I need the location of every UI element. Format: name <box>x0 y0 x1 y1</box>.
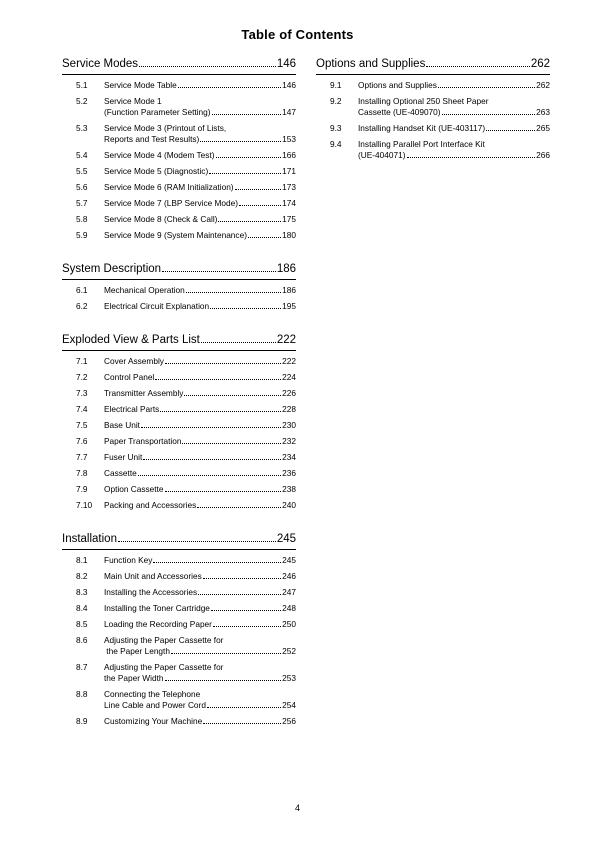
entry-page: 146 <box>282 79 296 90</box>
toc-entry[interactable] <box>316 136 550 163</box>
entry-number: 8.6 <box>76 634 88 645</box>
entry-body <box>104 603 296 614</box>
dot-leader <box>162 271 276 272</box>
entry-page: 265 <box>536 122 550 133</box>
entry-body <box>104 452 296 463</box>
entry-number: 5.9 <box>76 229 88 240</box>
entry-line <box>104 182 296 193</box>
right-column <box>316 57 550 182</box>
toc-entry[interactable] <box>62 616 296 632</box>
entry-text: the Paper Length <box>104 645 170 656</box>
entry-page: 153 <box>282 133 296 144</box>
entry-number: 8.1 <box>76 554 88 565</box>
dot-leader <box>155 379 281 380</box>
entry-number: 5.2 <box>76 95 88 106</box>
entry-text: Control Panel <box>104 371 155 382</box>
entry-number: 7.8 <box>76 467 88 478</box>
dot-leader <box>141 427 281 428</box>
entry-number: 7.9 <box>76 483 88 494</box>
entry-body <box>104 716 296 727</box>
section-heading[interactable] <box>62 333 296 351</box>
toc-section <box>316 57 550 163</box>
dot-leader <box>407 157 536 158</box>
section-heading[interactable] <box>62 532 296 550</box>
dot-leader <box>153 562 281 563</box>
dot-leader <box>118 541 276 542</box>
dot-leader <box>213 626 281 627</box>
entry-line <box>104 716 296 727</box>
section-page: 146 <box>276 58 296 70</box>
entry-page: 256 <box>282 715 296 726</box>
toc-entry[interactable] <box>62 353 296 369</box>
entry-line <box>104 436 296 447</box>
entry-line <box>104 555 296 566</box>
dot-leader <box>165 680 282 681</box>
entry-text: Cover Assembly <box>104 355 164 366</box>
toc-entry[interactable] <box>62 163 296 179</box>
entry-line <box>104 214 296 225</box>
entry-page: 253 <box>282 672 296 683</box>
entry-body <box>104 198 296 209</box>
entry-page: 175 <box>282 213 296 224</box>
entry-text: Service Mode 7 (LBP Service Mode) <box>104 197 239 208</box>
toc-entry[interactable] <box>62 433 296 449</box>
entry-line <box>104 468 296 479</box>
section-page: 262 <box>530 58 550 70</box>
entry-page: 173 <box>282 181 296 192</box>
section-heading[interactable] <box>62 57 296 75</box>
entry-page: 262 <box>536 79 550 90</box>
entry-number: 8.2 <box>76 570 88 581</box>
toc-entry[interactable] <box>62 298 296 314</box>
entry-page: 224 <box>282 371 296 382</box>
entry-line <box>104 587 296 598</box>
entry-text: Fuser Unit <box>104 451 143 462</box>
toc-entry[interactable] <box>62 385 296 401</box>
dot-leader <box>171 653 281 654</box>
entry-text: Service Mode 1 <box>104 95 162 106</box>
toc-entry[interactable] <box>62 282 296 298</box>
entry-number: 7.7 <box>76 451 88 462</box>
dot-leader <box>212 114 282 115</box>
entry-line <box>104 96 296 107</box>
dot-leader <box>203 578 281 579</box>
dot-leader <box>178 87 281 88</box>
entry-text: Service Mode 3 (Printout of Lists, <box>104 122 227 133</box>
entry-text: Paper Transportation <box>104 435 182 446</box>
dot-leader <box>182 443 281 444</box>
entry-text: Option Cassette <box>104 483 164 494</box>
entry-body <box>104 587 296 598</box>
section-title: Service Modes <box>62 58 139 70</box>
page-number: 4 <box>294 803 300 813</box>
left-column <box>62 57 296 748</box>
entry-line <box>358 80 550 91</box>
entry-body <box>358 96 550 118</box>
entry-number: 7.3 <box>76 387 88 398</box>
entry-page: 238 <box>282 483 296 494</box>
entry-text: Installing the Toner Cartridge <box>104 602 210 613</box>
entry-text: Adjusting the Paper Cassette for <box>104 634 224 645</box>
entry-line <box>104 646 296 657</box>
toc-entry[interactable] <box>62 147 296 163</box>
entry-line <box>104 230 296 241</box>
entry-number: 5.4 <box>76 149 88 160</box>
entry-text: Installing the Accessories <box>104 586 198 597</box>
toc-entry[interactable] <box>62 713 296 729</box>
dot-leader <box>211 610 281 611</box>
entry-text: Service Mode 8 (Check & Call) <box>104 213 218 224</box>
toc-section <box>62 262 296 314</box>
dot-leader <box>138 475 281 476</box>
entry-page: 247 <box>282 586 296 597</box>
entry-page: 147 <box>282 106 296 117</box>
entry-page: 232 <box>282 435 296 446</box>
entry-text: Function Key <box>104 554 153 565</box>
entry-line <box>104 150 296 161</box>
entry-number: 5.3 <box>76 122 88 133</box>
entry-line <box>104 107 296 118</box>
entry-line <box>358 150 550 161</box>
entry-number: 8.3 <box>76 586 88 597</box>
entry-text: Mechanical Operation <box>104 284 185 295</box>
entry-page: 254 <box>282 699 296 710</box>
entry-line <box>104 404 296 415</box>
entry-text: Customizing Your Machine <box>104 715 203 726</box>
entry-line <box>358 107 550 118</box>
entry-page: 246 <box>282 570 296 581</box>
toc-entry[interactable] <box>62 120 296 147</box>
entry-text: Installing Optional 250 Sheet Paper <box>358 95 489 106</box>
entry-line <box>104 420 296 431</box>
entry-page: 195 <box>282 300 296 311</box>
entry-text: Loading the Recording Paper <box>104 618 212 629</box>
entry-text: Cassette <box>104 467 137 478</box>
entry-body <box>358 139 550 161</box>
entry-number: 7.6 <box>76 435 88 446</box>
entry-body <box>104 150 296 161</box>
dot-leader <box>442 114 536 115</box>
entry-page: 234 <box>282 451 296 462</box>
section-title: Installation <box>62 533 117 545</box>
entry-body <box>104 285 296 296</box>
dot-leader <box>210 308 281 309</box>
entry-text: Connecting the Telephone <box>104 688 201 699</box>
section-heading[interactable] <box>316 57 550 75</box>
entry-body <box>104 166 296 177</box>
entry-text: Options and Supplies <box>358 79 437 90</box>
entry-body <box>104 182 296 193</box>
entry-body <box>358 123 550 134</box>
entry-body <box>104 301 296 312</box>
entry-number: 8.8 <box>76 688 88 699</box>
section-page: 186 <box>276 263 296 275</box>
dot-leader <box>139 66 276 67</box>
entry-number: 8.7 <box>76 661 88 672</box>
entry-body <box>104 356 296 367</box>
entry-line <box>104 134 296 145</box>
entry-body <box>104 214 296 225</box>
entry-page: 250 <box>282 618 296 629</box>
dot-leader <box>203 723 281 724</box>
entry-text: Reports and Test Results) <box>104 133 200 144</box>
toc-entry[interactable] <box>62 227 296 243</box>
dot-leader <box>235 189 282 190</box>
section-title: Exploded View & Parts List <box>62 334 200 346</box>
dot-leader <box>160 411 281 412</box>
entry-number: 7.1 <box>76 355 88 366</box>
entry-number: 9.3 <box>330 122 342 133</box>
toc-entry[interactable] <box>62 369 296 385</box>
toc-entry[interactable] <box>62 417 296 433</box>
entry-text: Main Unit and Accessories <box>104 570 202 581</box>
section-heading[interactable] <box>62 262 296 280</box>
dot-leader <box>248 237 281 238</box>
entry-text: Installing Handset Kit (UE-403117) <box>358 122 486 133</box>
entry-line <box>104 619 296 630</box>
entry-number: 9.1 <box>330 79 342 90</box>
toc-entry[interactable] <box>316 120 550 136</box>
entry-body <box>104 635 296 657</box>
entry-line <box>104 452 296 463</box>
entry-line <box>104 356 296 367</box>
entry-line <box>104 301 296 312</box>
toc-entry[interactable] <box>62 659 296 686</box>
toc-entry[interactable] <box>62 497 296 513</box>
toc-entry[interactable] <box>62 179 296 195</box>
entry-text: Service Mode 9 (System Maintenance) <box>104 229 247 240</box>
toc-entry[interactable] <box>62 77 296 93</box>
entry-number: 9.2 <box>330 95 342 106</box>
entry-line <box>104 603 296 614</box>
entry-line <box>104 388 296 399</box>
entry-page: 171 <box>282 165 296 176</box>
entry-number: 5.5 <box>76 165 88 176</box>
dot-leader <box>207 707 281 708</box>
toc-entry[interactable] <box>62 465 296 481</box>
section-page: 222 <box>276 334 296 346</box>
entry-line <box>104 571 296 582</box>
entry-text: Installing Parallel Port Interface Kit <box>358 138 485 149</box>
entry-line <box>104 166 296 177</box>
entry-text: Packing and Accessories <box>104 499 197 510</box>
entry-body <box>104 468 296 479</box>
toc-entry[interactable] <box>62 211 296 227</box>
toc-entry[interactable] <box>62 552 296 568</box>
entry-number: 7.5 <box>76 419 88 430</box>
dot-leader <box>165 363 281 364</box>
entry-text: Service Mode 5 (Diagnostic) <box>104 165 209 176</box>
entry-number: 5.8 <box>76 213 88 224</box>
entry-number: 6.2 <box>76 300 88 311</box>
entry-number: 9.4 <box>330 138 342 149</box>
entry-line <box>104 80 296 91</box>
entry-line <box>104 673 296 684</box>
dot-leader <box>438 87 535 88</box>
toc-entry[interactable] <box>62 568 296 584</box>
entry-body <box>104 619 296 630</box>
entry-line <box>104 500 296 511</box>
toc-entry[interactable] <box>62 401 296 417</box>
toc-entry[interactable] <box>316 93 550 120</box>
entry-number: 7.10 <box>76 499 93 510</box>
dot-leader <box>165 491 282 492</box>
entry-text: Service Mode 6 (RAM Initialization) <box>104 181 234 192</box>
entry-page: 226 <box>282 387 296 398</box>
entry-line <box>104 484 296 495</box>
dot-leader <box>201 342 276 343</box>
dot-leader <box>218 221 281 222</box>
entry-line <box>104 372 296 383</box>
entry-text: Electrical Circuit Explanation <box>104 300 210 311</box>
entry-body <box>104 571 296 582</box>
entry-body <box>104 80 296 91</box>
entry-page: 240 <box>282 499 296 510</box>
toc-entry[interactable] <box>62 195 296 211</box>
entry-body <box>104 500 296 511</box>
page-title: Table of Contents <box>241 27 354 42</box>
entry-page: 266 <box>536 149 550 160</box>
entry-body <box>104 96 296 118</box>
entry-number: 5.1 <box>76 79 88 90</box>
entry-body <box>104 689 296 711</box>
toc-entry[interactable] <box>62 584 296 600</box>
toc-entry[interactable] <box>62 481 296 497</box>
toc-entry[interactable] <box>62 600 296 616</box>
dot-leader <box>200 141 281 142</box>
entry-body <box>104 662 296 684</box>
entry-text: Adjusting the Paper Cassette for <box>104 661 224 672</box>
section-page: 245 <box>276 533 296 545</box>
dot-leader <box>486 130 535 131</box>
entry-number: 7.4 <box>76 403 88 414</box>
entry-body <box>104 420 296 431</box>
entry-body <box>104 388 296 399</box>
entry-page: 263 <box>536 106 550 117</box>
entry-page: 174 <box>282 197 296 208</box>
entry-number: 8.4 <box>76 602 88 613</box>
entry-page: 180 <box>282 229 296 240</box>
entry-page: 248 <box>282 602 296 613</box>
dot-leader <box>426 66 529 67</box>
entry-line <box>358 139 550 150</box>
entry-number: 5.7 <box>76 197 88 208</box>
dot-leader <box>186 292 281 293</box>
entry-line <box>104 123 296 134</box>
entry-page: 166 <box>282 149 296 160</box>
entry-page: 228 <box>282 403 296 414</box>
entry-line <box>358 96 550 107</box>
toc-entry[interactable] <box>62 632 296 659</box>
entry-body <box>104 484 296 495</box>
entry-line <box>104 700 296 711</box>
toc-section <box>62 532 296 729</box>
dot-leader <box>216 157 282 158</box>
entry-text: Line Cable and Power Cord <box>104 699 206 710</box>
section-title: Options and Supplies <box>316 58 426 70</box>
entry-text: the Paper Width <box>104 672 164 683</box>
toc-entry[interactable] <box>316 77 550 93</box>
entry-text: Transmitter Assembly <box>104 387 184 398</box>
entry-body <box>104 230 296 241</box>
toc-section <box>62 57 296 243</box>
entry-number: 8.5 <box>76 618 88 629</box>
entry-body <box>104 555 296 566</box>
dot-leader <box>239 205 281 206</box>
entry-page: 236 <box>282 467 296 478</box>
entry-page: 230 <box>282 419 296 430</box>
entry-body <box>104 372 296 383</box>
toc-section <box>62 333 296 513</box>
entry-text: Cassette (UE-409070) <box>358 106 441 117</box>
entry-text: (Function Parameter Setting) <box>104 106 211 117</box>
entry-text: Service Mode Table <box>104 79 177 90</box>
dot-leader <box>143 459 281 460</box>
entry-text: Electrical Parts <box>104 403 160 414</box>
dot-leader <box>209 173 281 174</box>
toc-entry[interactable] <box>62 686 296 713</box>
entry-number: 6.1 <box>76 284 88 295</box>
entry-line <box>104 662 296 673</box>
dot-leader <box>197 507 281 508</box>
entry-page: 252 <box>282 645 296 656</box>
dot-leader <box>198 594 281 595</box>
section-title: System Description <box>62 263 162 275</box>
entry-body <box>104 404 296 415</box>
entry-line <box>104 285 296 296</box>
toc-entry[interactable] <box>62 93 296 120</box>
entry-line <box>104 635 296 646</box>
entry-body <box>104 123 296 145</box>
entry-line <box>358 123 550 134</box>
entry-line <box>104 198 296 209</box>
entry-text: Base Unit <box>104 419 140 430</box>
entry-page: 186 <box>282 284 296 295</box>
entry-text: (UE-404071) <box>358 149 406 160</box>
entry-body <box>104 436 296 447</box>
entry-body <box>358 80 550 91</box>
entry-number: 7.2 <box>76 371 88 382</box>
entry-number: 8.9 <box>76 715 88 726</box>
entry-text: Service Mode 4 (Modem Test) <box>104 149 215 160</box>
entry-page: 222 <box>282 355 296 366</box>
entry-line <box>104 689 296 700</box>
entry-page: 245 <box>282 554 296 565</box>
toc-entry[interactable] <box>62 449 296 465</box>
entry-number: 5.6 <box>76 181 88 192</box>
dot-leader <box>184 395 281 396</box>
